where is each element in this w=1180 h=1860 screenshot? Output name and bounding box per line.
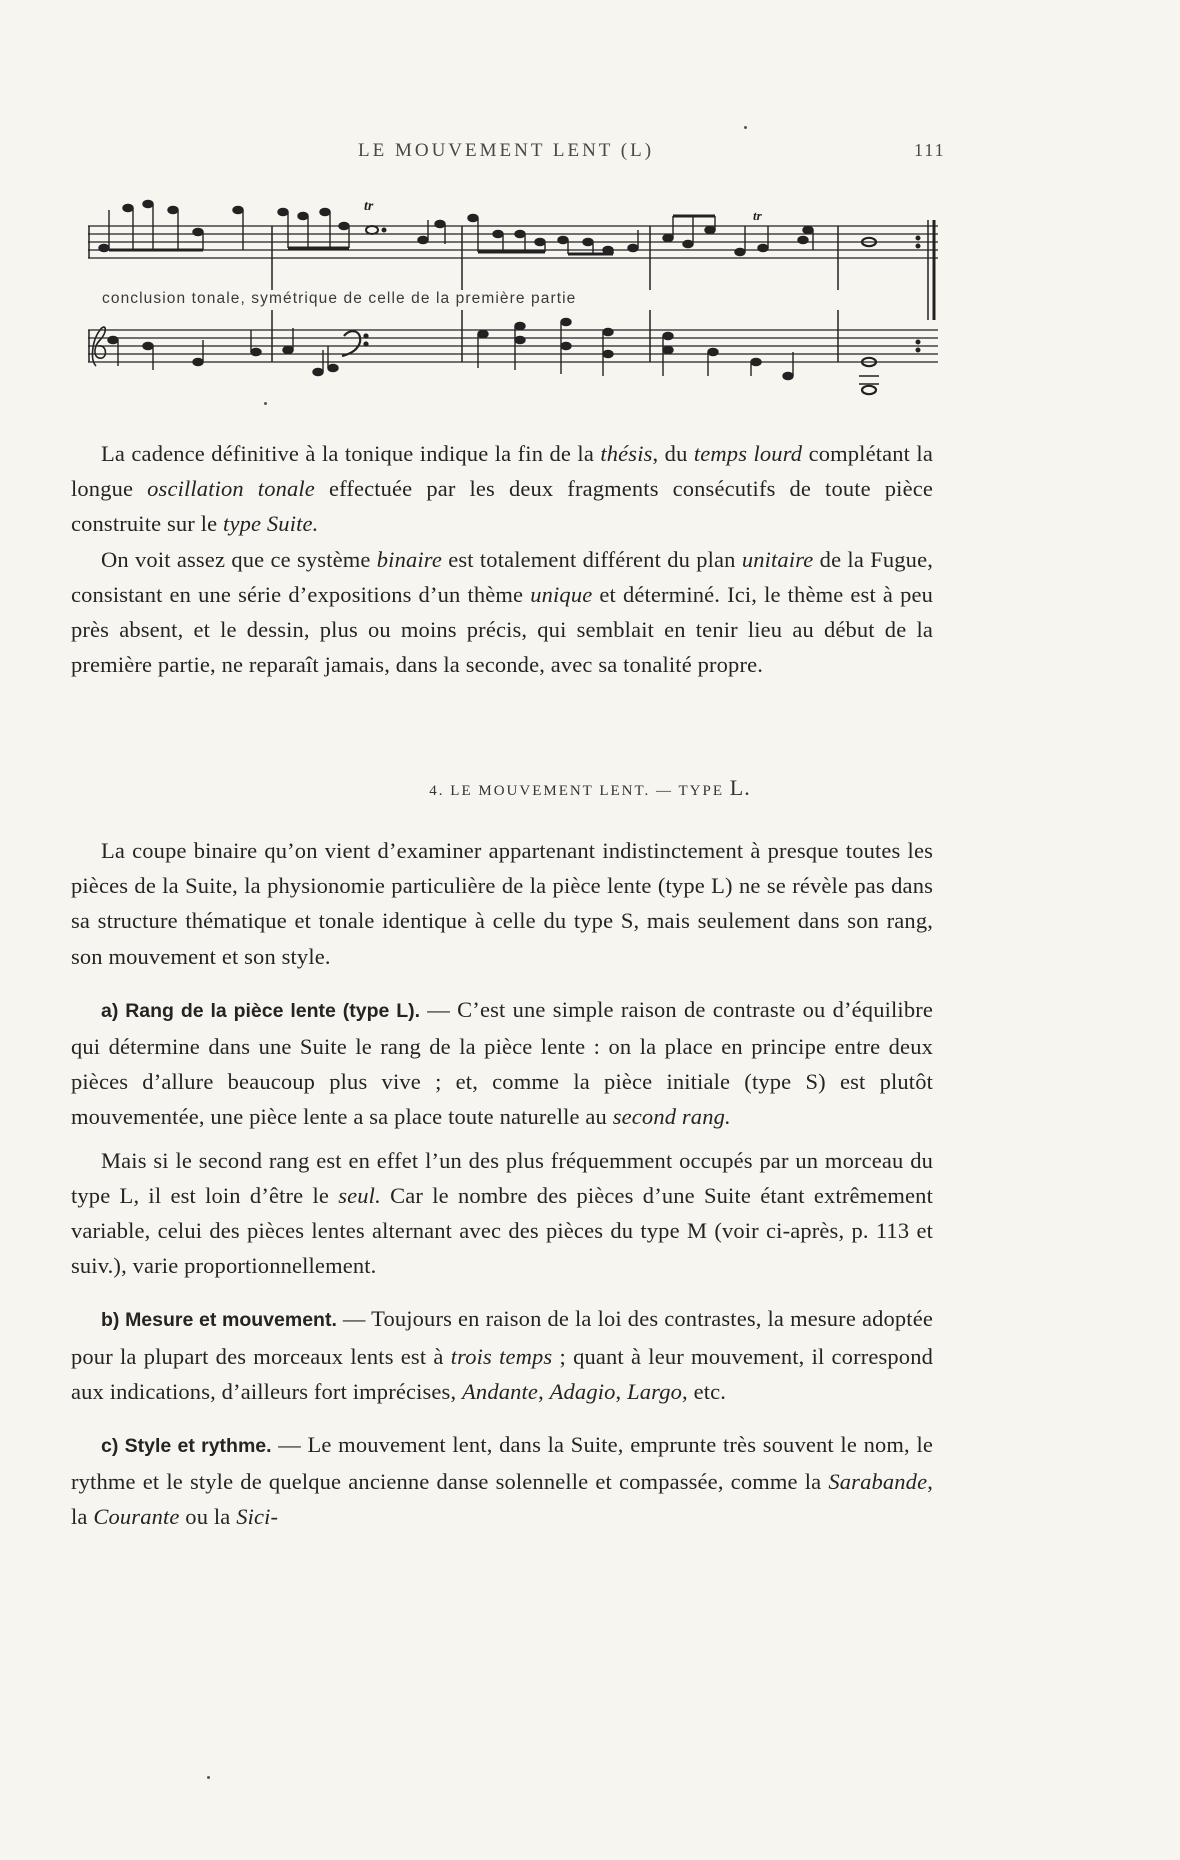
running-head: LE MOUVEMENT LENT (L) [358,140,655,161]
trill-mark-2: tr [753,208,762,223]
section-title: 4. LE MOUVEMENT LENT. — TYPE L. [429,775,751,800]
paragraph-measure: b) Mesure et mouvement. — Toujours en raison de la loi des contrastes, la mesure adoptée pour la plupart des morceaux lents est à trois temps ; quant à leur mouvement, il correspond aux indications, d’ailleurs fort imprécises, Andante, Adagio, Largo, etc. [71,1306,934,1404]
body-text [71,833,933,1535]
paragraph-binary-cut: La coupe binaire qu’on vient d’examiner appartenant indistinctement à presque toutes les pièces de la Suite, la physionomie particulière de la pièce lente (type L) ne se révèle pas dans sa structure thématique et tonale identique à celle du type S, mais seulement dans son rang, son mouvement et son style. [71,838,933,969]
page-number: 111 [914,140,946,160]
paper-speck [264,402,267,405]
subsection-label-a: a) Rang de la pièce lente (type L). [101,999,421,1022]
paragraph-rank: a) Rang de la pièce lente (type L). — C’est une simple raison de contraste ou d’équilibre qui détermine dans une Suite le rang de la pièce lente : on la place en principe entre deux pièces d’allure beaucoup plus vive ; et, comme la pièce initiale (type S) est plutôt mouvementée, une pièce lente a sa place toute naturelle au second rang. [71,996,933,1130]
bass-staff-lower [88,330,938,362]
paragraph-second-rank: Mais si le second rang est en effet l’un des plus fréquemment occupés par un morceau du type L, il est loin d’être le seul. Car le nombre des pièces d’une Suite étant extrêmement variable, celui des pièces lentes alternant avec des pièces du type M (voir ci-après, p. 113 et suiv.), varie proportionnellement. [71,1147,933,1279]
paragraph-binary-system: On voit assez que ce système binaire est totalement différent du plan unitaire de la Fugue, consistant en une série d’expositions d’un thème unique et déterminé. Ici, le thème est à peu près absent, et le dessin, plus ou moins précis, qui semblait en tenir lieu au début de la première partie, ne reparaît jamais, dans la seconde, avec sa tonalité propre. [71,546,934,678]
trill-mark-1: tr [364,199,374,214]
paper-speck [207,1776,210,1779]
notes-upper [99,200,920,255]
subsection-label-b: b) Mesure et mouvement. [101,1309,337,1332]
page-header [0,140,1180,164]
paragraph-style: c) Style et rythme. — Le mouvement lent, dans la Suite, emprunte très souvent le nom, le rythme et le style de quelque ancienne danse solennelle et compassée, comme la Sarabande, la Courante ou la Sici- [71,1432,933,1530]
score-caption: conclusion tonale, symétrique de celle de la première partie [102,290,577,307]
subsection-label-c: c) Style et rythme. [101,1435,272,1458]
paper-speck [744,126,747,129]
intro-text [71,436,933,682]
paragraph-cadence: La cadence définitive à la tonique indique la fin de la thésis, du temps lourd complétant la longue oscillation tonale effectuée par les deux fragments consécutifs de toute pièce construite sur le type Suite. [71,441,933,537]
